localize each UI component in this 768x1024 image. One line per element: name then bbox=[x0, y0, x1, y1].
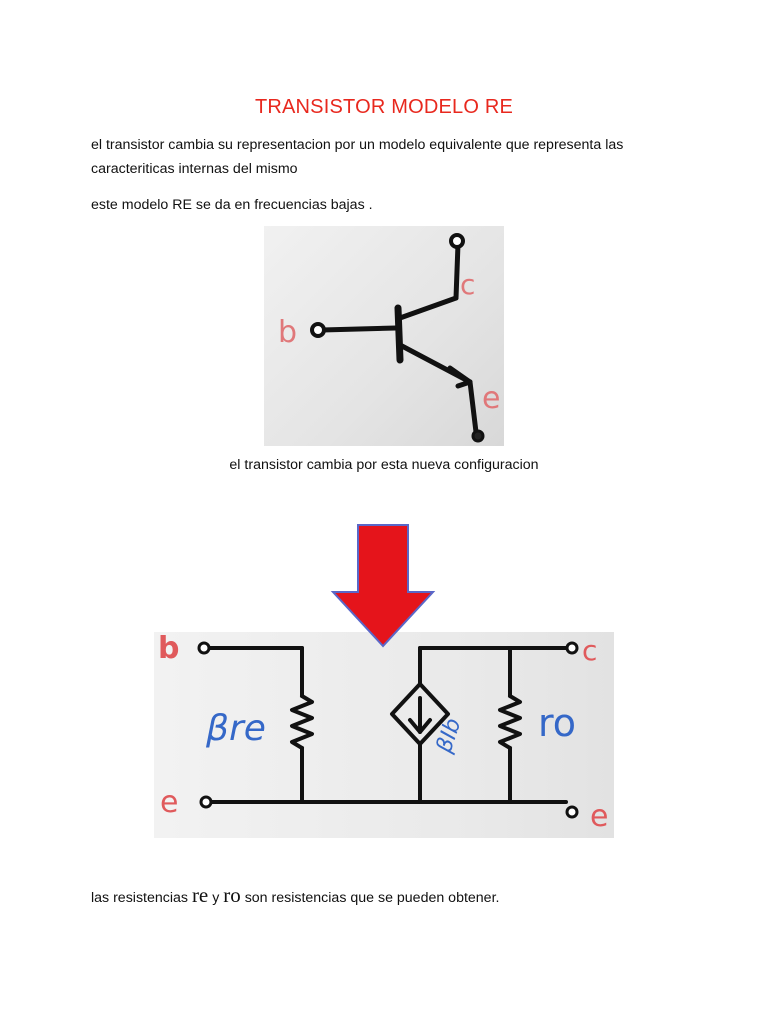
transistor-label-b: b bbox=[278, 315, 298, 350]
transistor-symbol-photo bbox=[264, 226, 504, 446]
circuit-label-beta-re: βre bbox=[206, 708, 266, 749]
transistor-label-c: c bbox=[460, 268, 476, 301]
circuit-label-c: c bbox=[582, 634, 598, 667]
down-arrow-icon bbox=[330, 522, 436, 650]
re-model-circuit-photo bbox=[154, 632, 614, 838]
circuit-label-e-right: e bbox=[590, 799, 609, 834]
intro-paragraph: el transistor cambia su representacion por un modelo equivalente que representa las caracteriticas internas del mismo bbox=[91, 137, 624, 177]
circuit-label-ro: ro bbox=[538, 701, 577, 745]
circuit-label-e-left: e bbox=[160, 785, 179, 820]
frequency-note: este modelo RE se da en frecuencias bajas . bbox=[91, 197, 373, 213]
ro-symbol: ro bbox=[223, 883, 241, 907]
transistor-label-e: e bbox=[482, 381, 501, 416]
configuration-caption: el transistor cambia por esta nueva configuracion bbox=[229, 457, 539, 473]
closing-prefix: las resistencias bbox=[91, 890, 192, 906]
re-symbol: re bbox=[191, 883, 209, 907]
page-title: TRANSISTOR MODELO RE bbox=[254, 96, 514, 118]
closing-paragraph bbox=[91, 883, 499, 910]
circuit-label-b: b bbox=[158, 632, 180, 666]
closing-conj: y bbox=[208, 890, 224, 906]
closing-suffix: son resistencias que se pueden obtener. bbox=[240, 890, 500, 906]
circuit-label-beta-ib: βIb bbox=[431, 715, 467, 756]
